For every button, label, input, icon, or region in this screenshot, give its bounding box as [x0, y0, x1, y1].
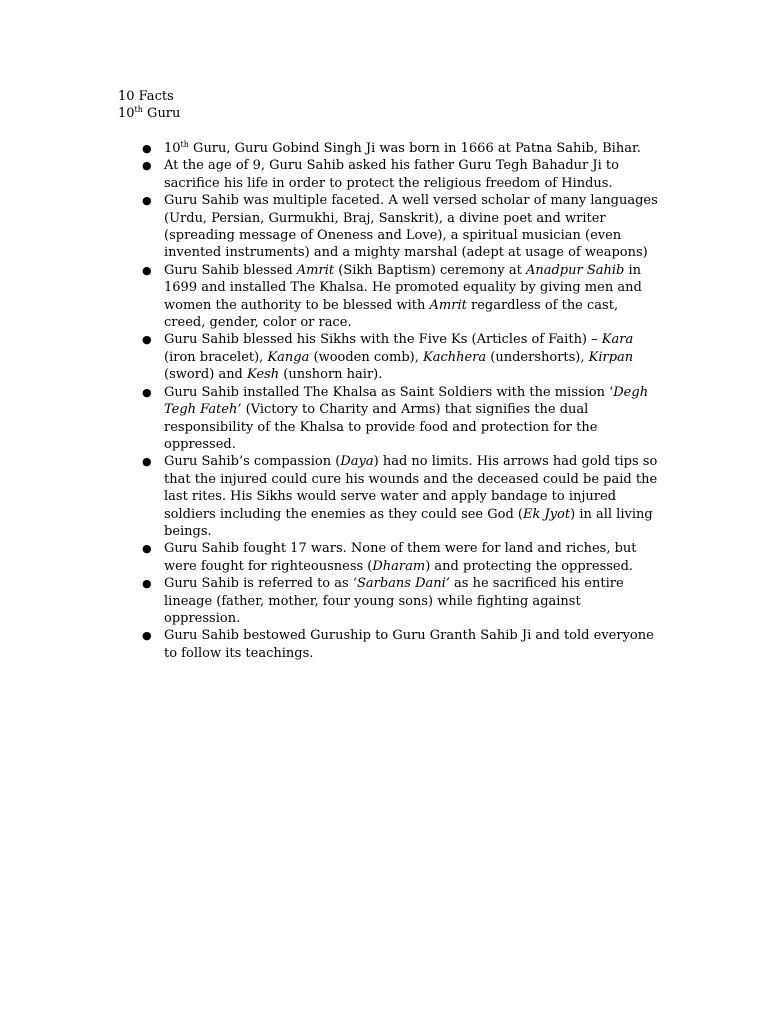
fact-line — [164, 401, 664, 418]
fact-line — [164, 453, 664, 470]
document-heading — [118, 88, 180, 122]
fact-line — [164, 366, 664, 383]
fact-text: oppressed. — [164, 436, 236, 452]
fact-text: as he sacrificed his entire — [449, 576, 624, 592]
facts-list — [142, 140, 664, 662]
fact-item — [142, 540, 664, 575]
fact-text: (Urdu, Persian, Gurmukhi, Braj, Sanskrit), a divine poet and writer — [164, 210, 606, 226]
fact-text: ) in all living — [570, 506, 653, 522]
bullet-icon: ● — [142, 542, 152, 556]
fact-italic-term: Kachhera — [422, 349, 487, 365]
fact-italic-term: Tegh Fateh’ — [164, 402, 242, 418]
heading-title: 10 Facts — [118, 89, 174, 104]
subtitle-suffix: th — [134, 105, 143, 114]
bullet-icon: ● — [142, 385, 152, 399]
fact-text: Guru Sahib was multiple faceted. A well versed scholar of many languages — [164, 193, 658, 209]
fact-line — [164, 471, 664, 488]
fact-line — [164, 157, 664, 174]
fact-text: lineage (father, mother, four young sons) while fighting against — [164, 593, 581, 609]
heading-subtitle — [118, 105, 180, 122]
fact-line — [164, 575, 664, 592]
fact-text: Guru Sahib blessed — [164, 262, 297, 278]
fact-text: were fought for righteousness ( — [164, 558, 373, 574]
fact-text: beings. — [164, 523, 212, 539]
fact-text: ) and protecting the oppressed. — [425, 558, 634, 574]
fact-italic-term: Daya — [340, 454, 374, 470]
fact-line — [164, 384, 664, 401]
fact-italic-term: Amrit — [296, 262, 335, 278]
fact-text: 10 — [164, 141, 181, 156]
fact-item — [142, 262, 664, 332]
fact-item — [142, 384, 664, 454]
fact-line — [164, 645, 664, 662]
fact-item — [142, 453, 664, 540]
fact-italic-term: Ek Jyot — [523, 506, 571, 522]
fact-item — [142, 331, 664, 383]
fact-item — [142, 627, 664, 662]
fact-line — [164, 419, 664, 436]
fact-text: (wooden comb), — [309, 349, 423, 365]
fact-line — [164, 227, 664, 244]
fact-line — [164, 175, 664, 192]
fact-text: Guru Sahib installed The Khalsa as Saint Soldiers with the mission ‘ — [164, 384, 614, 400]
fact-line — [164, 262, 664, 279]
fact-line — [164, 314, 664, 331]
fact-text: (unshorn hair). — [279, 367, 383, 383]
fact-text: creed, gender, color or race. — [164, 315, 352, 331]
fact-text: regardless of the cast, — [466, 297, 619, 313]
fact-text: invented instruments) and a mighty marshal (adept at usage of weapons) — [164, 245, 648, 261]
fact-text: Guru Sahib fought 17 wars. None of them were for land and riches, but — [164, 541, 637, 557]
fact-text: in — [624, 262, 642, 278]
fact-text: Guru Sahib blessed his Sikhs with the Five Ks (Articles of Faith) – — [164, 332, 602, 348]
fact-italic-term: Kara — [601, 332, 634, 348]
fact-line — [164, 558, 664, 575]
fact-text: Guru Sahib’s compassion ( — [164, 454, 341, 470]
fact-text: Guru Sahib bestowed Guruship to Guru Granth Sahib Ji and told everyone — [164, 628, 654, 644]
fact-text: (sword) and — [164, 367, 248, 383]
fact-text: (Sikh Baptism) ceremony at — [334, 262, 526, 278]
fact-text: At the age of 9, Guru Sahib asked his father Guru Tegh Bahadur Ji to — [164, 158, 619, 174]
fact-line — [164, 349, 664, 366]
fact-italic-term: Amrit — [429, 297, 467, 313]
fact-text: last rites. His Sikhs would serve water and apply bandage to injured — [164, 489, 617, 505]
bullet-icon: ● — [142, 629, 152, 643]
fact-text: Guru Sahib is referred to as — [164, 576, 353, 592]
subtitle-number: 10 — [118, 106, 135, 121]
bullet-icon: ● — [142, 577, 152, 591]
fact-item — [142, 575, 664, 627]
fact-text: (spreading message of Oneness and Love), a spiritual musician (even — [164, 228, 622, 244]
fact-line — [164, 506, 664, 523]
fact-line — [164, 244, 664, 261]
fact-text: to follow its teachings. — [164, 645, 314, 661]
fact-item — [142, 140, 664, 157]
fact-text: that the injured could cure his wounds and the deceased could be paid the — [164, 471, 658, 487]
fact-line — [164, 210, 664, 227]
subtitle-word: Guru — [142, 106, 181, 121]
fact-text: ) had no limits. His arrows had gold tips so — [373, 454, 658, 470]
bullet-icon: ● — [142, 263, 152, 277]
fact-line — [164, 488, 664, 505]
fact-text: responsibility of the Khalsa to provide food and protection for the — [164, 419, 598, 435]
bullet-icon: ● — [142, 333, 152, 347]
fact-line — [164, 192, 664, 209]
fact-text: (iron bracelet), — [164, 349, 268, 365]
fact-line — [164, 331, 664, 348]
bullet-icon: ● — [142, 159, 152, 173]
fact-text: (undershorts), — [486, 349, 589, 365]
fact-italic-term: Kesh — [247, 367, 280, 383]
fact-italic-term: Kanga — [267, 349, 310, 365]
fact-superscript: th — [180, 140, 189, 149]
bullet-icon: ● — [142, 142, 152, 155]
bullet-icon: ● — [142, 455, 152, 469]
fact-line — [164, 593, 664, 610]
fact-text: women the authority to be blessed with — [164, 297, 430, 313]
fact-line — [164, 297, 664, 314]
fact-line — [164, 436, 664, 453]
fact-line — [164, 279, 664, 296]
fact-text: soldiers including the enemies as they could see God ( — [164, 506, 523, 522]
fact-line — [164, 523, 664, 540]
fact-text: (Victory to Charity and Arms) that signifies the dual — [241, 402, 589, 418]
fact-item — [142, 192, 664, 262]
fact-italic-term: Degh — [613, 384, 649, 400]
fact-italic-term: Kirpan — [588, 349, 634, 365]
fact-text: 1699 and installed The Khalsa. He promoted equality by giving men and — [164, 280, 642, 296]
fact-item — [142, 157, 664, 192]
fact-line — [164, 540, 664, 557]
fact-italic-term: Dharam — [372, 558, 426, 574]
fact-line — [164, 610, 664, 627]
fact-italic-term: Anadpur Sahib — [525, 262, 625, 278]
fact-line — [164, 627, 664, 644]
bullet-icon: ● — [142, 194, 152, 208]
fact-line — [164, 140, 664, 157]
fact-text: Guru, Guru Gobind Singh Ji was born in 1666 at Patna Sahib, Bihar. — [188, 141, 641, 156]
fact-text: sacrifice his life in order to protect the religious freedom of Hindus. — [164, 175, 613, 191]
fact-italic-term: ‘Sarbans Dani’ — [352, 576, 450, 592]
fact-text: oppression. — [164, 610, 241, 626]
